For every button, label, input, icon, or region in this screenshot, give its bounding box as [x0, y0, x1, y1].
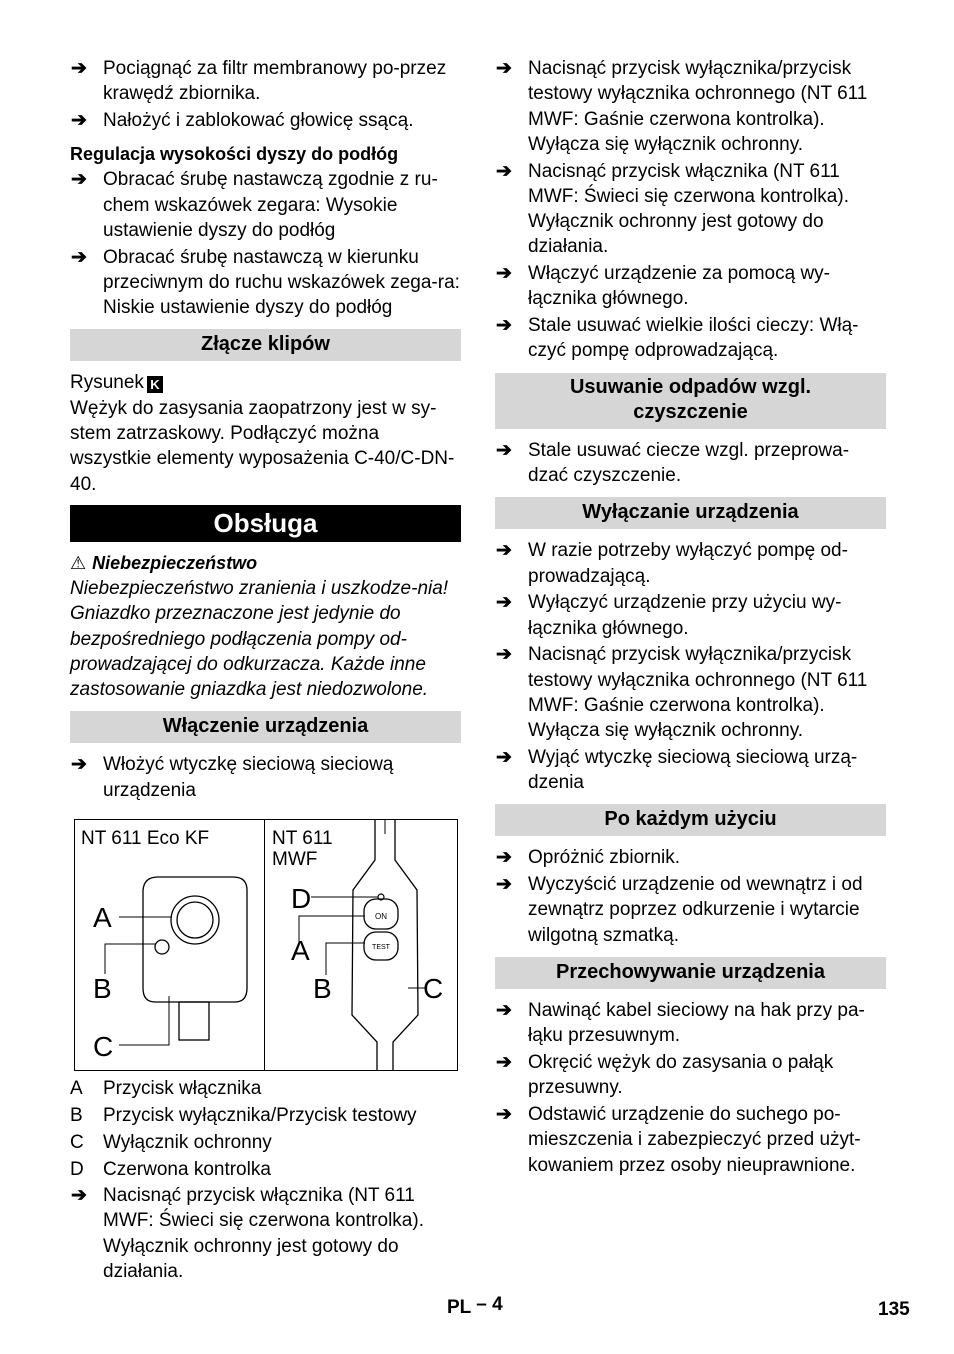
- arrow-right-icon: ➔: [71, 58, 87, 79]
- on-label: ON: [375, 912, 387, 922]
- list-item: ➔ Nacisnąć przycisk wyłącznika/przycisk testowy wyłącznika ochronnego (NT 611 MWF: Gaśnie czerwona kontrolka). Wyłącza się wyłącznik ochronny.: [496, 644, 868, 742]
- figure-right-title-2: MWF: [272, 849, 318, 871]
- figure-right-title-1: NT 611: [272, 828, 333, 850]
- list-item: ➔ Opróżnić zbiornik.: [495, 845, 886, 870]
- leader-b: [105, 944, 155, 974]
- arrow-right-icon: ➔: [496, 315, 512, 337]
- list-item: ➔ Nacisnąć przycisk włącznika (NT 611 MWF: Świeci się czerwona kontrolka). Wyłącznik ochronny jest gotowy do działania.: [496, 160, 849, 258]
- waste-heading: Usuwanie odpadów wzgl. czyszczenie: [495, 373, 886, 429]
- page-number: 135: [878, 1299, 910, 1320]
- right-column: [495, 56, 886, 1179]
- footer-language: PL – 4: [447, 1294, 503, 1318]
- label-d: D: [291, 883, 312, 915]
- switch-figure: [74, 819, 458, 1071]
- arrow-right-icon: ➔: [71, 246, 87, 268]
- figure-left-title: NT 611 Eco KF: [81, 828, 210, 850]
- list-item: ➔ W razie potrzeby wyłączyć pompę od-prowadzającą.: [496, 540, 848, 587]
- device-switch-body: [179, 1002, 209, 1040]
- label-b2: B: [313, 973, 332, 1005]
- label-a: A: [93, 902, 112, 934]
- label-b: B: [93, 973, 112, 1005]
- arrow-right-icon: ➔: [496, 1052, 512, 1074]
- test-button: [155, 940, 169, 954]
- arrow-right-icon: ➔: [71, 109, 87, 131]
- storage-list: [495, 998, 886, 1178]
- intro-list: [70, 56, 461, 133]
- arrow-right-icon: ➔: [496, 847, 512, 869]
- list-item: ➔ Stale usuwać wielkie ilości cieczy: Włą-czyć pompę odprowadzającą.: [496, 315, 859, 362]
- operation-heading: Obsługa: [70, 505, 461, 542]
- test-label: TEST: [372, 944, 390, 952]
- arrow-right-icon: ➔: [496, 58, 512, 79]
- cable-right-edge: [393, 820, 418, 1070]
- arrow-right-icon: ➔: [496, 1000, 512, 1022]
- arrow-right-icon: ➔: [496, 592, 512, 614]
- leader-c: [119, 996, 169, 1045]
- label-c2: C: [423, 973, 444, 1005]
- legend-row: A Przycisk włącznika: [70, 1078, 262, 1100]
- arrow-right-icon: ➔: [71, 169, 87, 191]
- label-a2: A: [291, 935, 310, 967]
- legend-row: C Wyłącznik ochronny: [70, 1132, 272, 1154]
- arrow-right-icon: ➔: [496, 263, 512, 285]
- arrow-right-icon: ➔: [496, 160, 512, 182]
- clip-heading: Złącze klipów: [70, 329, 461, 361]
- list-item: ➔ Stale usuwać ciecze wzgl. przeprowa-dzać czyszczenie.: [496, 439, 850, 487]
- after-use-heading: Po każdym użyciu: [495, 804, 886, 836]
- after-use-list: [495, 845, 886, 948]
- arrow-right-icon: ➔: [496, 746, 512, 768]
- label-c: C: [93, 1031, 114, 1063]
- leader-b2: [326, 943, 365, 975]
- off-heading: Wyłączanie urządzenia: [495, 497, 886, 529]
- nozzle-list: [70, 167, 461, 320]
- list-item: ➔ Wyczyścić urządzenie od wewnątrz i od zewnątrz poprzez odkurzenie i wytarcie wilgotną szmatką.: [496, 874, 863, 946]
- legend-row: D Czerwona kontrolka: [70, 1159, 271, 1181]
- list-item: ➔ Włożyć wtyczkę sieciową sieciową urządzenia: [71, 754, 394, 801]
- list-item: ➔ Wyjąć wtyczkę sieciową sieciową urzą-dzenia: [496, 746, 858, 794]
- arrow-right-icon: ➔: [496, 874, 512, 896]
- top-list: [495, 56, 886, 364]
- on-button-outer: [171, 896, 219, 944]
- list-item: ➔ Obracać śrubę nastawczą zgodnie z ru-chem wskazówek zegara: Wysokie ustawienie dyszy do podłóg: [71, 169, 438, 241]
- list-item: ➔ Nałożyć i zablokować głowicę ssącą.: [70, 108, 461, 133]
- figure-legend: [70, 1075, 461, 1183]
- warning-title: ⚠ Niebezpieczeństwo: [70, 552, 258, 573]
- list-item: ➔ Wyłączyć urządzenie przy użyciu wy-łącznika głównego.: [496, 592, 842, 639]
- warning-text: Niebezpieczeństwo zranienia i uszkodze-nia! Gniazdko przeznaczone jest jedynie do bezpośredniego podłączenia pompy od-prowadzającej do odkurzacza. Każde inne zastosowanie gniazdka jest niedozwolone.: [70, 577, 449, 701]
- arrow-right-icon: ➔: [71, 754, 87, 776]
- figure-reference: Rysunek K: [70, 370, 461, 395]
- switch-on-heading: Włączenie urządzenia: [70, 711, 461, 743]
- clip-text: Wężyk do zasysania zaopatrzony jest w sy-stem zatrzaskowy. Podłączyć można wszystkie elementy wyposażenia C-40/C-DN-40.: [70, 397, 455, 495]
- on-button-inner: [177, 902, 213, 938]
- arrow-right-icon: ➔: [496, 644, 512, 666]
- left-column: [70, 56, 461, 1286]
- warning-triangle-icon: ⚠: [70, 552, 87, 573]
- figure-drawing: [75, 820, 457, 1070]
- list-item: ➔ Nacisnąć przycisk wyłącznika/przycisk testowy wyłącznika ochronnego (NT 611 MWF: Gaśnie czerwona kontrolka). Wyłącza się wyłącznik ochronny.: [496, 58, 868, 155]
- arrow-right-icon: ➔: [71, 1185, 87, 1207]
- arrow-right-icon: ➔: [496, 1104, 512, 1126]
- arrow-right-icon: ➔: [496, 439, 512, 461]
- off-list: [495, 538, 886, 795]
- legend-row: B Przycisk wyłącznika/Przycisk testowy: [70, 1105, 417, 1127]
- list-item: ➔ Pociągnąć za filtr membranowy po-przez krawędź zbiornika.: [71, 58, 447, 105]
- list-item: ➔ Obracać śrubę nastawczą w kierunku przeciwnym do ruchu wskazówek zega-ra: Niskie ustawienie dyszy do podłóg: [71, 246, 460, 319]
- footer-section: – 4: [476, 1294, 503, 1315]
- figure-letter-badge: K: [147, 376, 163, 393]
- list-item: ➔ Nawinąć kabel sieciowy na hak przy pa-łąku przesuwnym.: [496, 1000, 865, 1047]
- list-item: ➔ Odstawić urządzenie do suchego po-mieszczenia i zabezpieczyć przed użyt-kowaniem przez osoby nieuprawnione.: [496, 1104, 861, 1176]
- nozzle-subheading: Regulacja wysokości dyszy do podłóg: [70, 144, 399, 165]
- list-item: ➔ Włączyć urządzenie za pomocą wy-łącznika głównego.: [496, 263, 830, 310]
- list-item: ➔ Okręcić wężyk do zasysania o pałąk przesuwny.: [496, 1052, 834, 1099]
- list-item: ➔ Nacisnąć przycisk włącznika (NT 611 MWF: Świeci się czerwona kontrolka). Wyłącznik ochronny jest gotowy do działania.: [71, 1185, 424, 1282]
- storage-heading: Przechowywanie urządzenia: [495, 957, 886, 989]
- arrow-right-icon: ➔: [496, 540, 512, 562]
